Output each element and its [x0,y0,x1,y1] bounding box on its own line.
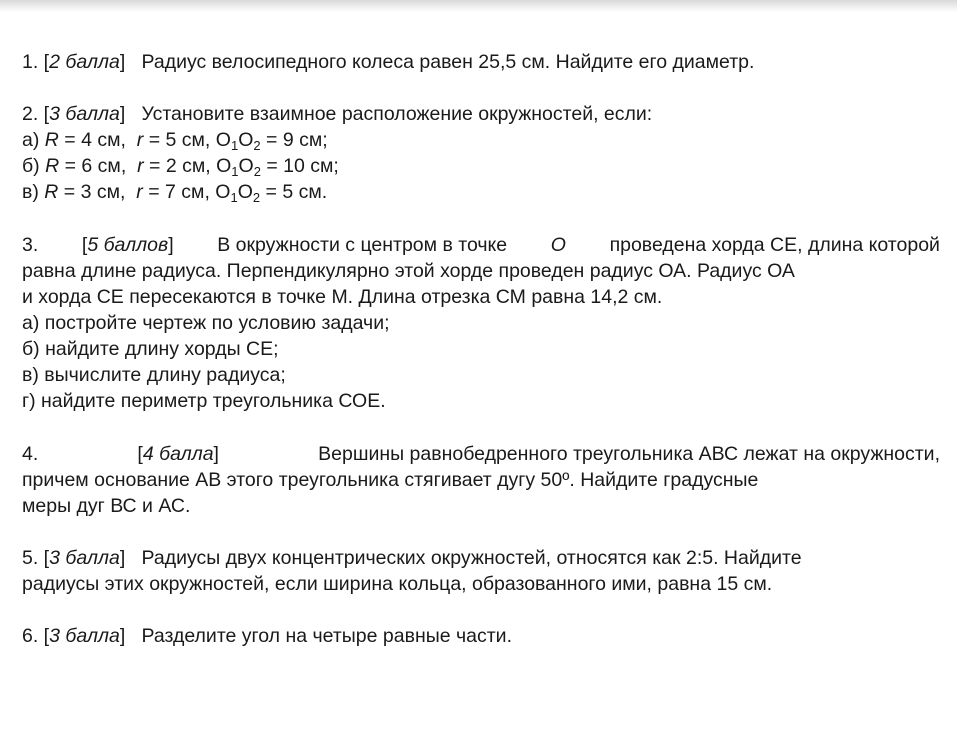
problem-number: 5. [22,547,39,569]
problem-text: и хорда СЕ пересекаются в точке М. Длина отрезка СМ равна 14,2 см. [22,286,663,308]
problem-5-line-1: 5. [3 балла] Радиусы двух концентрических окружностей, относятся как 2:5. Найдите [22,547,802,569]
problem-4-line-1 [22,441,940,467]
problem-3-item-a [22,310,390,336]
problem-text: меры дуг ВС и АС. [22,495,191,517]
distance-label: $O_1O_2$ [216,155,261,179]
problem-number: 6. [22,625,39,647]
problem-text: Разделите угол на четыре равные части. [141,625,512,647]
item-prefix: а) [22,129,40,151]
problem-2-item-a [22,127,328,153]
value-R: = 4 см, [64,129,126,151]
var-r: r [136,181,143,203]
problem-points: 4 балла [142,443,214,465]
center-point-label: O [550,234,566,256]
problem-text: равна длине радиуса. Перпендикулярно этой хорде проведен радиус ОА. Радиус ОА [22,260,795,282]
var-R: R [45,155,60,177]
problem-3-line-1 [22,232,940,258]
task-item: а) постройте чертеж по условию задачи; [22,312,390,334]
value-R: = 6 см, [64,155,127,177]
problem-2: 2. [3 балла] Установите взаимное расположение окружностей, если: [22,103,653,125]
value-r: = 5 см, [148,129,211,151]
var-r: r [136,129,144,151]
distance-label: $O_1O_2$ [215,181,261,205]
var-R: R [44,129,59,151]
task-item: г) найдите периметр треугольника СОЕ. [22,390,386,412]
problem-points: 3 балла [49,547,120,569]
problem-4-line-3 [22,493,190,519]
value-R: = 3 см, [63,181,126,203]
problem-2-item-b [22,153,339,179]
value-distance: = 5 см. [265,181,328,203]
problem-text: Радиусы двух концентрических окружностей, относятся как 2:5. Найдите [141,547,802,569]
problem-points: 2 балла [49,51,120,73]
problem-3-item-b [22,336,279,362]
problem-text: Радиус велосипедного колеса равен 25,5 см. Найдите его диаметр. [141,51,755,73]
problem-6: 6. [3 балла] Разделите угол на четыре равные части. [22,625,512,647]
problem-points: 3 балла [49,625,120,647]
distance-label: $O_1O_2$ [215,129,261,153]
problem-text: радиусы этих окружностей, если ширина кольца, образованного ими, равна 15 см. [22,573,773,595]
problem-3-item-c [22,362,286,388]
problem-points: 5 баллов [87,234,169,256]
problem-1: 1. [2 балла] Радиус велосипедного колеса равен 25,5 см. Найдите его диаметр. [22,51,755,73]
item-prefix: б) [22,155,40,177]
problem-number: 4. [22,443,39,465]
problem-text: причем основание АВ этого треугольника стягивает дугу 50º. Найдите градусные [22,469,759,491]
problem-number: 2. [22,103,39,125]
problem-points: 3 балла [49,103,120,125]
problem-3-item-d [22,388,386,414]
problem-text: В окружности с центром в точке [217,234,508,256]
task-item: б) найдите длину хорды СЕ; [22,338,279,360]
problem-text: Вершины равнобедренного треугольника АВС лежат на окружности, [318,443,940,465]
value-distance: = 10 см; [266,155,339,177]
problem-text: Установите взаимное расположение окружностей, если: [141,103,653,125]
value-r: = 2 см, [149,155,211,177]
problem-number: 1. [22,51,39,73]
problem-number: 3. [22,234,39,256]
var-r: r [137,155,144,177]
problem-5-line-2 [22,571,772,597]
problem-3-line-3 [22,284,662,310]
task-item: в) вычислите длину радиуса; [22,364,286,386]
var-R: R [44,181,59,203]
problem-3-line-2 [22,258,795,284]
problem-4-line-2 [22,467,758,493]
problem-text: проведена хорда СЕ, длина которой [609,234,940,256]
top-shadow [0,0,957,12]
value-distance: = 9 см; [266,129,328,151]
problem-points-wrap: [5 баллов] [81,234,174,256]
problem-points-wrap: [4 балла] [137,443,219,465]
problem-2-item-c [22,179,327,205]
value-r: = 7 см, [148,181,210,203]
item-prefix: в) [22,181,39,203]
